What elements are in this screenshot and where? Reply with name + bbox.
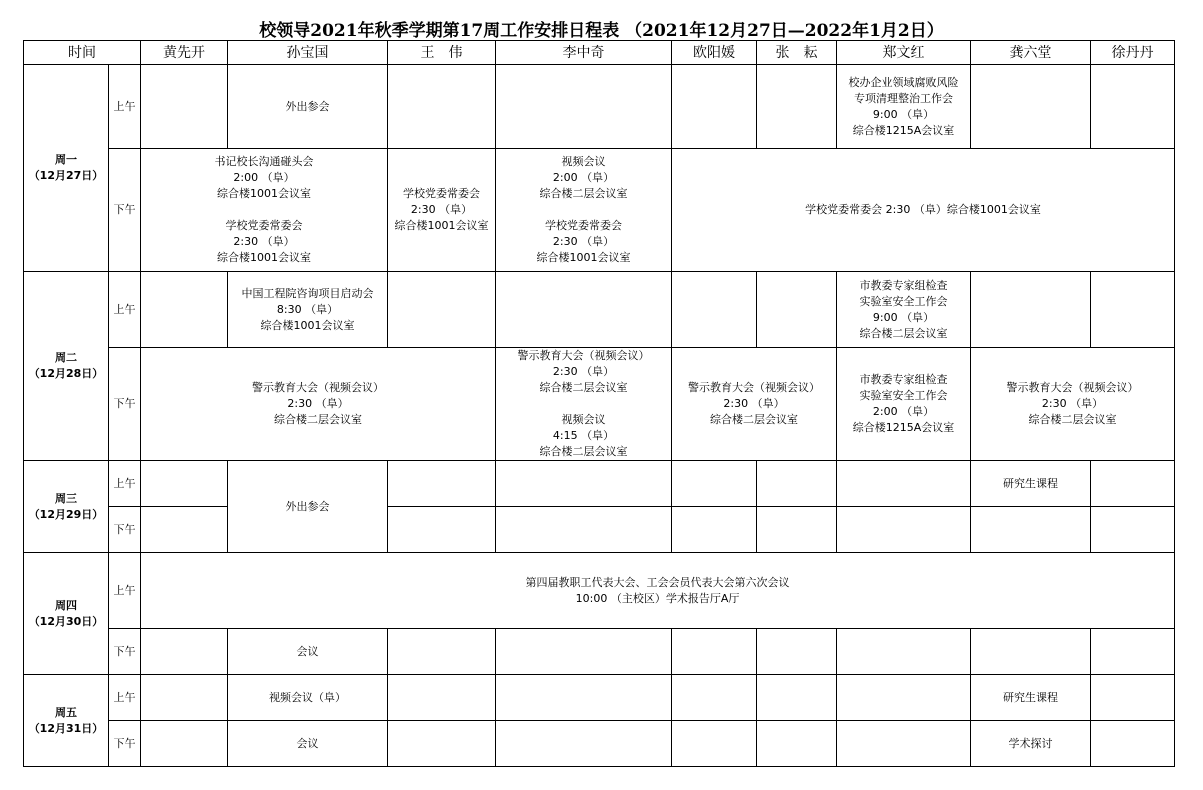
day-date: （12月27日） [28,169,104,182]
schedule-cell [672,272,757,348]
header-row [24,41,1175,65]
half-label: 下午 [109,629,141,675]
schedule-cell [141,65,228,149]
event-line: 视频会议 [561,155,606,168]
event-line: 综合楼1001会议室 [217,187,311,200]
half-label: 下午 [109,721,141,767]
event-line: 实验室安全工作会 [859,294,948,308]
event-line: 市教委专家组检查 [859,278,948,292]
event-line: 综合楼1001会议室 [536,251,631,264]
event-cell [837,272,971,348]
header-name: 李中奇 [496,41,672,65]
schedule-cell [388,461,496,507]
day-date: （12月28日） [28,367,104,380]
event-line: 书记校长沟通碰头会 [214,155,314,168]
schedule-cell [141,721,228,767]
event-line: 学校党委常委会 [403,187,480,200]
row-mon-am [24,65,1175,149]
header-name: 孙宝国 [228,41,388,65]
event-cell [496,348,672,461]
event-line: 综合楼二层会议室 [539,187,628,200]
schedule-cell [1091,272,1175,348]
event-line: 2:30 （阜） [410,203,473,216]
event-line: 研究生课程 [1003,476,1058,490]
schedule-cell [757,507,837,553]
day-date: （12月29日） [28,507,104,521]
event-line: 2:30 （阜） [1041,397,1104,410]
schedule-table [23,40,1175,767]
schedule-cell [672,721,757,767]
event-cell [672,348,837,461]
event-cell [228,461,388,553]
event-cell [971,721,1091,767]
event-cell [141,348,496,461]
schedule-cell [496,507,672,553]
schedule-cell [496,272,672,348]
day-cell [24,675,109,767]
header-name: 张 耘 [757,41,837,65]
schedule-cell [672,65,757,149]
row-fri-pm [24,721,1175,767]
schedule-cell [757,461,837,507]
half-label: 上午 [109,65,141,149]
header-name: 龚六堂 [971,41,1091,65]
event-line: 2:00 （阜） [233,171,295,184]
event-line: 综合楼二层会议室 [1028,413,1117,426]
schedule-cell [388,65,496,149]
schedule-cell [757,272,837,348]
event-line: 综合楼1001会议室 [260,318,355,332]
day-date: （12月30日） [28,614,104,628]
day-name: 周二 [55,351,77,364]
row-thu-am [24,553,1175,629]
event-line: 视频会议 [561,413,606,426]
half-label: 下午 [109,149,141,272]
header-name: 欧阳媛 [672,41,757,65]
schedule-cell [837,507,971,553]
schedule-cell [496,65,672,149]
schedule-cell [837,629,971,675]
event-cell [837,65,971,149]
event-line: 会议 [296,644,319,658]
event-cell [496,149,672,272]
event-line: 10:00 （主校区）学术报告厅A厅 [575,591,740,605]
event-line: 2:00 （阜） [872,405,935,418]
schedule-cell [1091,461,1175,507]
event-line: 外出参会 [285,499,330,513]
event-line: 第四届教职工代表大会、工会会员代表大会第六次会议 [525,575,790,589]
schedule-cell [496,721,672,767]
event-line: 研究生课程 [1003,690,1058,704]
schedule-cell [141,272,228,348]
event-line: 市教委专家组检查 [859,373,948,386]
event-line: 综合楼1215A会议室 [852,123,955,137]
event-cell [228,721,388,767]
schedule-cell [388,507,496,553]
day-name: 周四 [55,598,77,612]
event-line: 综合楼1215A会议室 [852,421,955,434]
schedule-cell [1091,507,1175,553]
day-cell [24,65,109,272]
event-line: 学校党委常委会 [225,219,303,232]
schedule-cell [496,461,672,507]
event-line: 实验室安全工作会 [859,389,948,402]
schedule-cell [141,507,228,553]
event-line: 外出参会 [285,99,330,113]
event-cell [837,348,971,461]
event-line: 9:00 （阜） [872,107,935,121]
schedule-cell [672,629,757,675]
schedule-cell [971,629,1091,675]
event-line: 警示教育大会（视频会议） [252,381,384,394]
event-line: 2:30 （阜） [552,365,615,378]
event-line: 2:00 （阜） [552,171,615,184]
schedule-cell [971,272,1091,348]
day-date: （12月31日） [28,721,104,735]
event-line: 2:30 （阜） [287,397,349,410]
half-label: 上午 [109,272,141,348]
half-label: 下午 [109,507,141,553]
schedule-cell [672,461,757,507]
half-label: 下午 [109,348,141,461]
event-line: 警示教育大会（视频会议） [517,349,650,362]
day-cell [24,461,109,553]
schedule-cell [141,461,228,507]
schedule-cell [837,461,971,507]
event-cell [388,149,496,272]
schedule-cell [388,675,496,721]
header-name: 徐丹丹 [1091,41,1175,65]
event-line: 警示教育大会（视频会议） [1006,381,1139,394]
event-cell [228,272,388,348]
event-cell [672,149,1175,272]
event-line: 会议 [296,736,319,750]
line-gap [141,202,387,218]
day-cell [24,553,109,675]
schedule-cell [496,629,672,675]
schedule-cell [496,675,672,721]
schedule-cell [141,675,228,721]
schedule-cell [757,675,837,721]
event-line: 4:15 （阜） [552,429,615,442]
line-gap [496,202,671,218]
schedule-cell [971,507,1091,553]
event-line: 2:30 （阜） [723,397,785,410]
schedule-cell [837,721,971,767]
header-name: 黄先开 [141,41,228,65]
event-line: 校办企业领域腐败风险 [848,75,959,89]
schedule-cell [388,629,496,675]
half-label: 上午 [109,461,141,507]
event-line: 8:30 （阜） [276,302,339,316]
event-line: 综合楼1001会议室 [217,251,311,264]
event-line: 专项清理整治工作会 [854,91,953,105]
event-line: 综合楼二层会议室 [539,381,628,394]
schedule-cell [757,629,837,675]
day-name: 周三 [55,491,77,505]
event-cell [971,675,1091,721]
schedule-cell [1091,675,1175,721]
row-wed-am [24,461,1175,507]
schedule-cell [837,675,971,721]
schedule-cell [1091,629,1175,675]
half-label: 上午 [109,553,141,629]
event-line: 学术探讨 [1008,736,1053,750]
event-line: 9:00 （阜） [872,310,935,324]
event-cell [228,629,388,675]
schedule-cell [672,507,757,553]
event-line: 综合楼二层会议室 [274,413,362,426]
schedule-cell [1091,65,1175,149]
event-line: 学校党委常委会 2:30 （阜）综合楼1001会议室 [805,203,1041,216]
schedule-cell [388,721,496,767]
schedule-cell [971,65,1091,149]
line-gap [496,396,671,412]
schedule-cell [757,65,837,149]
header-name: 王 伟 [388,41,496,65]
event-line: 学校党委常委会 [545,219,622,232]
row-wed-pm [24,507,1175,553]
day-name: 周五 [55,705,77,719]
schedule-cell [1091,721,1175,767]
event-cell [228,65,388,149]
event-line: 视频会议（阜） [269,690,346,704]
header-time: 时间 [24,41,141,65]
event-line: 综合楼二层会议室 [710,413,798,426]
event-cell [141,553,1175,629]
event-cell [228,675,388,721]
row-fri-am [24,675,1175,721]
event-cell [141,149,388,272]
schedule-cell [757,721,837,767]
schedule-cell [141,629,228,675]
schedule-cell [388,272,496,348]
event-cell [971,461,1091,507]
row-thu-pm [24,629,1175,675]
event-line: 警示教育大会（视频会议） [688,381,820,394]
header-name: 郑文红 [837,41,971,65]
row-mon-pm [24,149,1175,272]
day-cell [24,272,109,461]
event-line: 中国工程院咨询项目启动会 [241,286,374,300]
event-line: 综合楼1001会议室 [394,219,489,232]
event-line: 2:30 （阜） [233,235,295,248]
event-line: 2:30 （阜） [552,235,615,248]
row-tue-pm [24,348,1175,461]
day-name: 周一 [55,153,77,166]
page-title: 校领导2021年秋季学期第17周工作安排日程表 （2021年12月27日—2022年1月2日） [259,21,944,41]
schedule-cell [672,675,757,721]
half-label: 上午 [109,675,141,721]
event-line: 综合楼二层会议室 [539,445,628,458]
event-line: 综合楼二层会议室 [859,326,948,340]
event-cell [971,348,1175,461]
row-tue-am [24,272,1175,348]
